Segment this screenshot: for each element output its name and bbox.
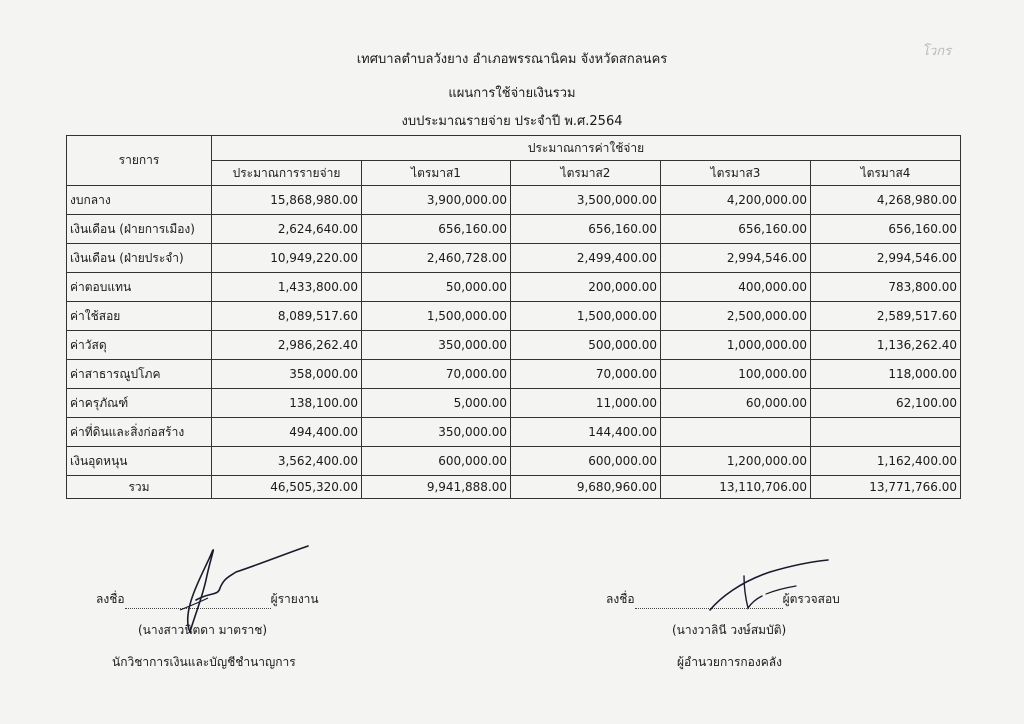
budget-plan-table [66,135,961,499]
total-quarter-4: 13,771,766.00 [811,476,961,499]
row-quarter-3: 2,500,000.00 [661,302,811,331]
row-quarter-2: 656,160.00 [511,215,661,244]
table-row [67,331,961,360]
table-total-row [67,476,961,499]
row-quarter-4: 1,136,262.40 [811,331,961,360]
table-row [67,244,961,273]
row-quarter-3: 1,000,000.00 [661,331,811,360]
row-item: เงินเดือน (ฝ่ายการเมือง) [67,215,212,244]
row-quarter-3: 60,000.00 [661,389,811,418]
row-item: ค่าวัสดุ [67,331,212,360]
row-quarter-4: 4,268,980.00 [811,186,961,215]
row-quarter-4: 2,589,517.60 [811,302,961,331]
row-item: ค่าใช้สอย [67,302,212,331]
header-quarter-1: ไตรมาส1 [362,161,511,186]
row-item: ค่าตอบแทน [67,273,212,302]
header-quarter-2: ไตรมาส2 [511,161,661,186]
row-quarter-3 [661,418,811,447]
row-item: ค่าที่ดินและสิ่งก่อสร้าง [67,418,212,447]
row-quarter-4: 118,000.00 [811,360,961,389]
row-quarter-3: 656,160.00 [661,215,811,244]
row-estimate: 1,433,800.00 [212,273,362,302]
row-quarter-4: 2,994,546.00 [811,244,961,273]
row-quarter-1: 5,000.00 [362,389,511,418]
row-item: งบกลาง [67,186,212,215]
row-quarter-1: 50,000.00 [362,273,511,302]
sign-prefix: ลงชื่อ [606,592,635,606]
row-estimate: 15,868,980.00 [212,186,362,215]
total-quarter-3: 13,110,706.00 [661,476,811,499]
table-row [67,273,961,302]
row-estimate: 2,624,640.00 [212,215,362,244]
row-quarter-4: 783,800.00 [811,273,961,302]
table-row [67,215,961,244]
row-quarter-3: 4,200,000.00 [661,186,811,215]
table-row [67,389,961,418]
row-quarter-4: 62,100.00 [811,389,961,418]
row-item: เงินเดือน (ฝ่ายประจำ) [67,244,212,273]
auditor-role: ผู้ตรวจสอบ [782,592,840,606]
header-quarter-4: ไตรมาส4 [811,161,961,186]
row-quarter-1: 1,500,000.00 [362,302,511,331]
reporter-signature-mark [150,540,310,640]
row-quarter-2: 11,000.00 [511,389,661,418]
row-quarter-2: 600,000.00 [511,447,661,476]
row-quarter-1: 70,000.00 [362,360,511,389]
budget-year-title: งบประมาณรายจ่าย ประจำปี พ.ศ.2564 [401,114,623,129]
reporter-position: นักวิชาการเงินและบัญชีชำนาญการ [112,655,296,669]
table-row [67,360,961,389]
header-expense-estimate-group: ประมาณการค่าใช้จ่าย [212,136,961,161]
auditor-name: (นางวาลินี วงษ์สมบัติ) [672,623,787,637]
table-header-group-row [67,136,961,161]
row-estimate: 8,089,517.60 [212,302,362,331]
row-quarter-4: 656,160.00 [811,215,961,244]
reporter-role: ผู้รายงาน [270,592,319,606]
table-row [67,302,961,331]
row-estimate: 494,400.00 [212,418,362,447]
table-row [67,447,961,476]
row-estimate: 10,949,220.00 [212,244,362,273]
total-quarter-2: 9,680,960.00 [511,476,661,499]
row-item: เงินอุดหนุน [67,447,212,476]
auditor-position: ผู้อำนวยการกองคลัง [677,655,782,669]
row-quarter-1: 3,900,000.00 [362,186,511,215]
total-estimate: 46,505,320.00 [212,476,362,499]
header-estimate: ประมาณการรายจ่าย [212,161,362,186]
row-quarter-3: 2,994,546.00 [661,244,811,273]
row-quarter-2: 500,000.00 [511,331,661,360]
header-item: รายการ [67,136,212,186]
row-quarter-2: 70,000.00 [511,360,661,389]
organization-title: เทศบาลตำบลวังยาง อำเภอพรรณานิคม จังหวัดสกลนคร [356,52,668,67]
row-item: ค่าครุภัณฑ์ [67,389,212,418]
row-quarter-2: 200,000.00 [511,273,661,302]
table-row [67,186,961,215]
row-quarter-1: 2,460,728.00 [362,244,511,273]
row-quarter-1: 600,000.00 [362,447,511,476]
row-estimate: 3,562,400.00 [212,447,362,476]
plan-title: แผนการใช้จ่ายเงินรวม [448,86,576,101]
row-quarter-2: 1,500,000.00 [511,302,661,331]
row-quarter-1: 656,160.00 [362,215,511,244]
row-quarter-4 [811,418,961,447]
total-label: รวม [67,476,212,499]
row-quarter-1: 350,000.00 [362,418,511,447]
row-quarter-3: 400,000.00 [661,273,811,302]
row-quarter-2: 144,400.00 [511,418,661,447]
row-quarter-3: 100,000.00 [661,360,811,389]
row-item: ค่าสาธารณูปโภค [67,360,212,389]
header-quarter-3: ไตรมาส3 [661,161,811,186]
row-estimate: 2,986,262.40 [212,331,362,360]
row-estimate: 358,000.00 [212,360,362,389]
row-quarter-4: 1,162,400.00 [811,447,961,476]
row-quarter-2: 3,500,000.00 [511,186,661,215]
page-corner-mark: โวกร [922,44,952,59]
sign-prefix: ลงชื่อ [96,592,125,606]
total-quarter-1: 9,941,888.00 [362,476,511,499]
table-row [67,418,961,447]
row-quarter-2: 2,499,400.00 [511,244,661,273]
row-quarter-3: 1,200,000.00 [661,447,811,476]
row-estimate: 138,100.00 [212,389,362,418]
row-quarter-1: 350,000.00 [362,331,511,360]
auditor-signature-mark [700,548,835,623]
reporter-name: (นางสาวนิตดา มาตราช) [138,623,268,637]
